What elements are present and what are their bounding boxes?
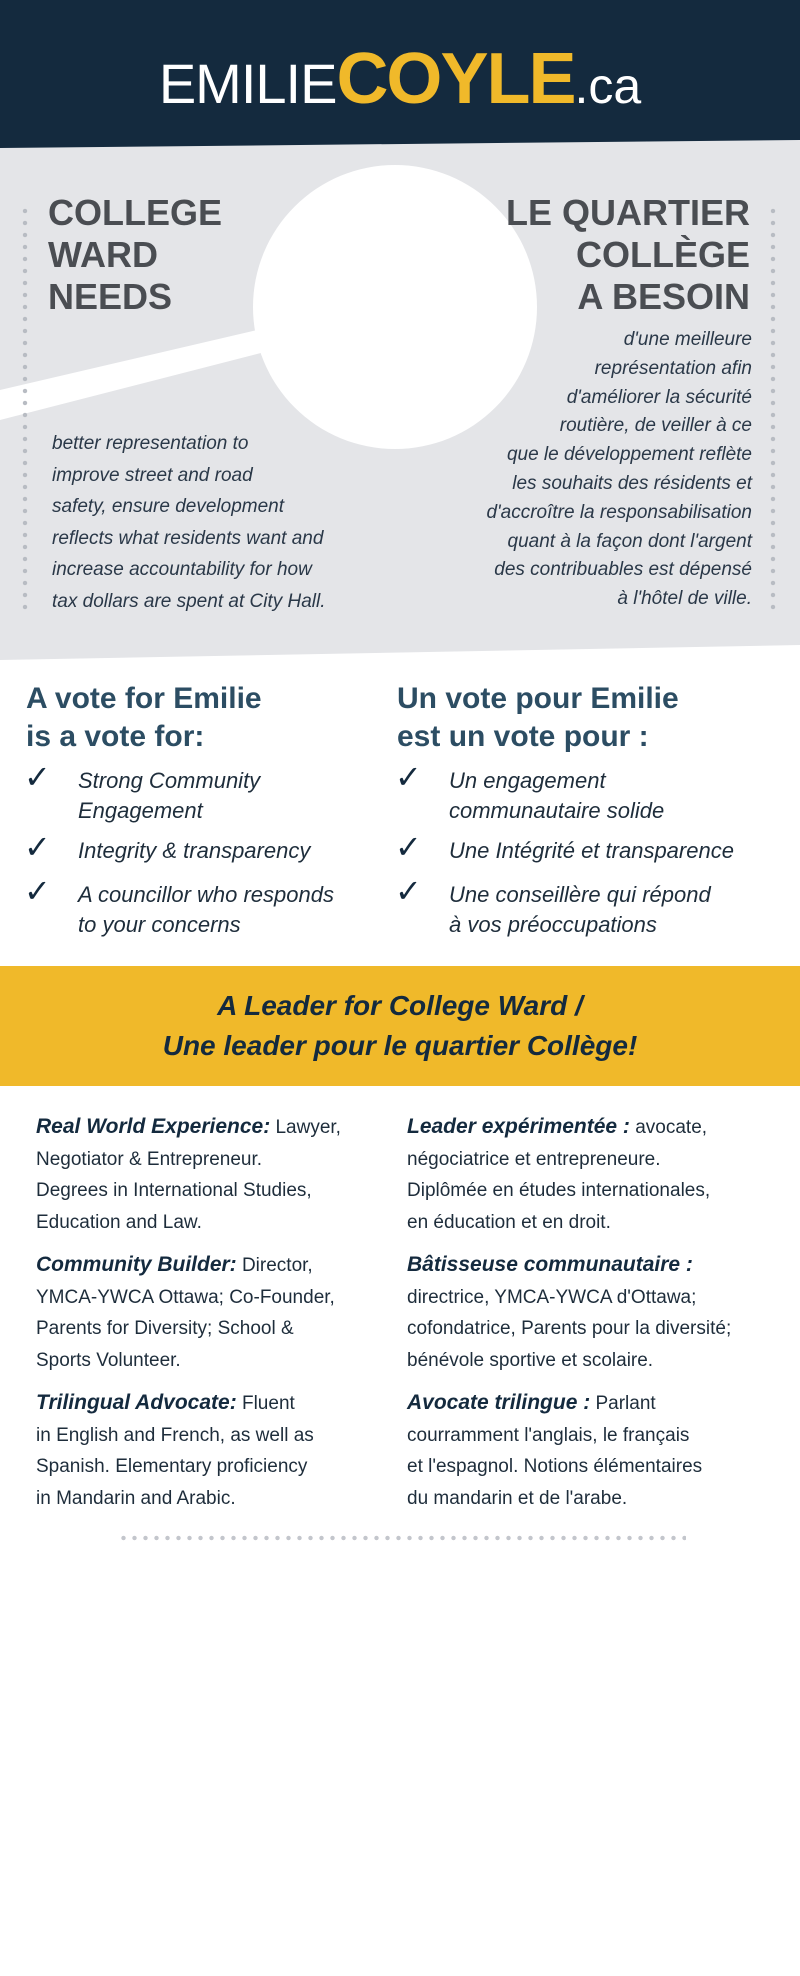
right-dotted-border <box>770 205 776 610</box>
logo-domain: .ca <box>574 58 642 114</box>
banner-line-english: A Leader for College Ward / <box>217 990 583 1021</box>
white-diagonal-stripe <box>0 320 300 420</box>
checkmark-icon: ✓ <box>24 759 51 795</box>
bio-en-experience: Real World Experience: Lawyer, Negotiator & Entrepreneur. Degrees in International Studies, Education and Law. <box>36 1115 341 1233</box>
hero-text-english: better representation to improve street and road safety, ensure development reflects what residents want and increase accountability for how tax dollars are spent at City Hall. <box>52 433 326 612</box>
checkmark-icon: ✓ <box>395 759 422 795</box>
checkmark-icon: ✓ <box>395 829 422 865</box>
logo-first-name: EMILIE <box>158 52 337 115</box>
hero-text-french: d'une meilleure représentation afin d'améliorer la sécurité routière, de veiller à ce que le développement reflète les souhaits des résidents et d'accroître la responsabilisation quant à la façon dont l'argent des contribuables est dépensé à l'hôtel de ville. <box>486 329 752 610</box>
vote-item-en-1: ✓ Strong Community Engagement <box>24 759 261 823</box>
vote-title-french: Un vote pour Emilie est un vote pour : <box>397 682 679 753</box>
bio-en-trilingual: Trilingual Advocate: Fluent in English and French, as well as Spanish. Elementary proficiency in Mandarin and Arabic. <box>36 1391 314 1509</box>
bio-fr-experience: Leader expérimentée : avocate, négociatrice et entrepreneure. Diplômée en études internationales, en éducation et en droit. <box>407 1115 711 1233</box>
heading-le-quartier-college: LE QUARTIER COLLÈGE A BESOIN <box>505 192 750 317</box>
bio-en-community: Community Builder: Director, YMCA-YWCA Ottawa; Co-Founder, Parents for Diversity; School & Sports Volunteer. <box>36 1253 335 1371</box>
vote-item-en-3: ✓ A councillor who responds to your concerns <box>24 873 334 937</box>
bio-fr-community: Bâtisseuse communautaire : directrice, YMCA-YWCA d'Ottawa; cofondatrice, Parents pour la diversité; bénévole sportive et scolaire. <box>407 1253 732 1371</box>
checkmark-icon: ✓ <box>395 873 422 909</box>
vote-item-fr-2: ✓ Une Intégrité et transparence <box>395 829 734 865</box>
checkmark-icon: ✓ <box>24 829 51 865</box>
site-logo <box>0 38 800 120</box>
bio-fr-trilingual: Avocate trilingue : Parlant courramment l'anglais, le français et l'espagnol. Notions élémentaires du mandarin et de l'arabe. <box>407 1391 703 1509</box>
vote-item-fr-3: ✓ Une conseillère qui répond à vos préoccupations <box>395 873 711 937</box>
bottom-dotted-divider <box>118 1535 686 1541</box>
banner-line-french: Une leader pour le quartier Collège! <box>162 1030 638 1061</box>
checkmark-icon: ✓ <box>24 873 51 909</box>
heading-college-ward-needs: COLLEGE WARD NEEDS <box>48 192 223 317</box>
vote-item-en-2: ✓ Integrity & transparency <box>24 829 311 865</box>
logo-last-name: COYLE <box>336 39 575 119</box>
vote-item-fr-1: ✓ Un engagement communautaire solide <box>395 759 665 823</box>
vote-title-english: A vote for Emilie is a vote for: <box>26 682 262 753</box>
leader-banner <box>0 966 800 1086</box>
left-dotted-border <box>22 205 28 610</box>
